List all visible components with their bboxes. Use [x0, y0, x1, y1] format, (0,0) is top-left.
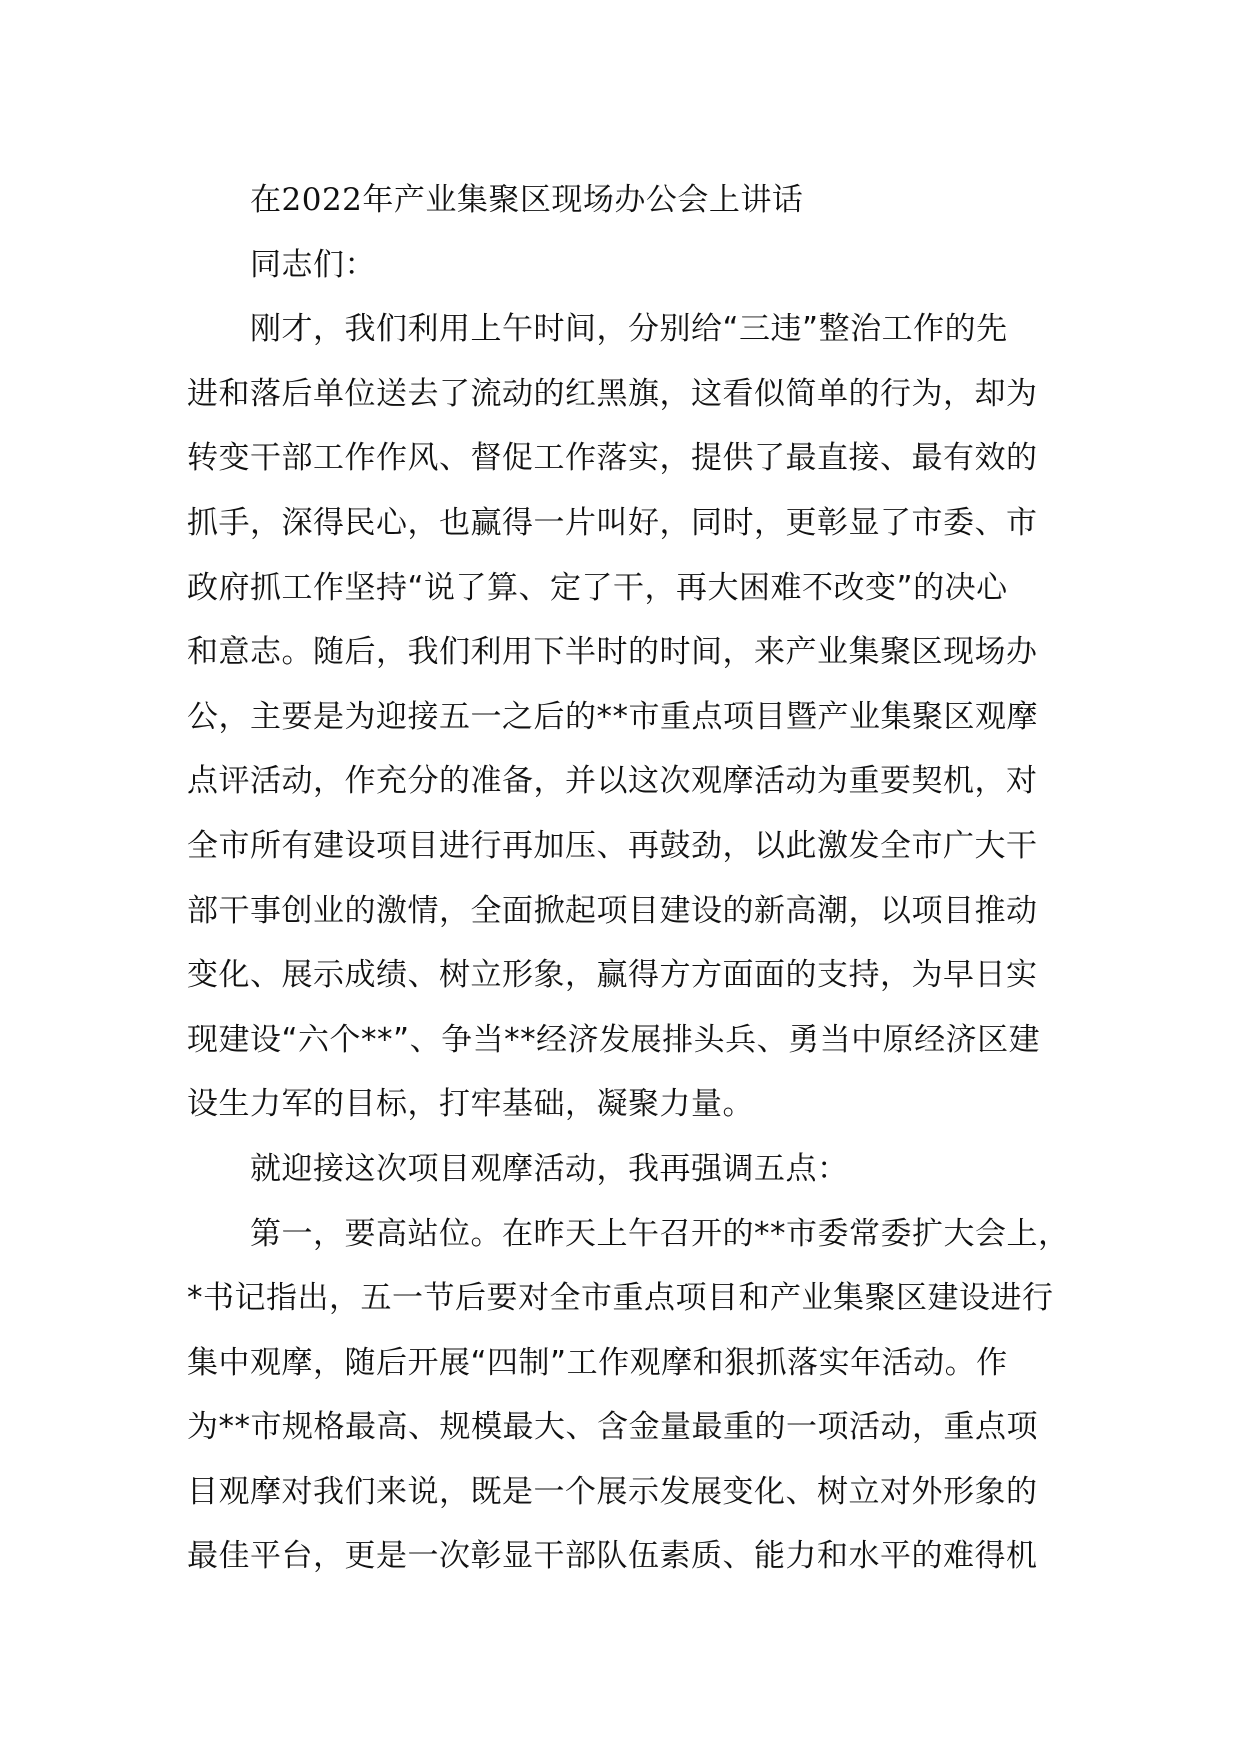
- text-line: 抓手，深得民心，也赢得一片叫好，同时，更彰显了市委、市: [187, 504, 1038, 541]
- text-line: 和意志。随后，我们利用下半时的时间，来产业集聚区现场办: [187, 634, 1038, 671]
- text-line: 设生力军的目标，打牢基础，凝聚力量。: [187, 1086, 754, 1123]
- text-line: 最佳平台，更是一次彰显干部队伍素质、能力和水平的难得机: [187, 1538, 1038, 1575]
- text-line: 部干事创业的激情，全面掀起项目建设的新高潮，以项目推动: [187, 892, 1038, 929]
- text-line: 为**市规格最高、规模最大、含金量最重的一项活动，重点项: [187, 1409, 1038, 1446]
- text-line: 进和落后单位送去了流动的红黑旗，这看似简单的行为，却为: [187, 375, 1038, 412]
- text-line: 同志们：: [250, 246, 376, 283]
- text-line: 刚才，我们利用上午时间，分别给“三违”整治工作的先: [250, 311, 1008, 348]
- text-line: 变化、展示成绩、树立形象，赢得方方面面的支持，为早日实: [187, 957, 1038, 994]
- text-line: 现建设“六个**”、争当**经济发展排头兵、勇当中原经济区建: [187, 1021, 1041, 1058]
- text-line: 点评活动，作充分的准备，并以这次观摩活动为重要契机，对: [187, 763, 1038, 800]
- text-line: 就迎接这次项目观摩活动，我再强调五点：: [250, 1150, 849, 1187]
- document-title: 在2022年产业集聚区现场办公会上讲话: [250, 182, 804, 218]
- text-line: 目观摩对我们来说，既是一个展示发展变化、树立对外形象的: [187, 1473, 1038, 1510]
- text-line: 公，主要是为迎接五一之后的**市重点项目暨产业集聚区观摩: [187, 698, 1038, 735]
- text-line: 转变干部工作作风、督促工作落实，提供了最直接、最有效的: [187, 440, 1038, 477]
- text-line: 政府抓工作坚持“说了算、定了干，再大困难不改变”的决心: [187, 569, 1008, 606]
- document-body: [187, 168, 1070, 1589]
- text-line: 全市所有建设项目进行再加压、再鼓劲，以此激发全市广大干: [187, 827, 1038, 864]
- text-line: 第一，要高站位。在昨天上午召开的**市委常委扩大会上，: [250, 1215, 1070, 1252]
- text-line: *书记指出，五一节后要对全市重点项目和产业集聚区建设进行: [187, 1280, 1054, 1317]
- text-line: 集中观摩，随后开展“四制”工作观摩和狠抓落实年活动。作: [187, 1344, 1008, 1381]
